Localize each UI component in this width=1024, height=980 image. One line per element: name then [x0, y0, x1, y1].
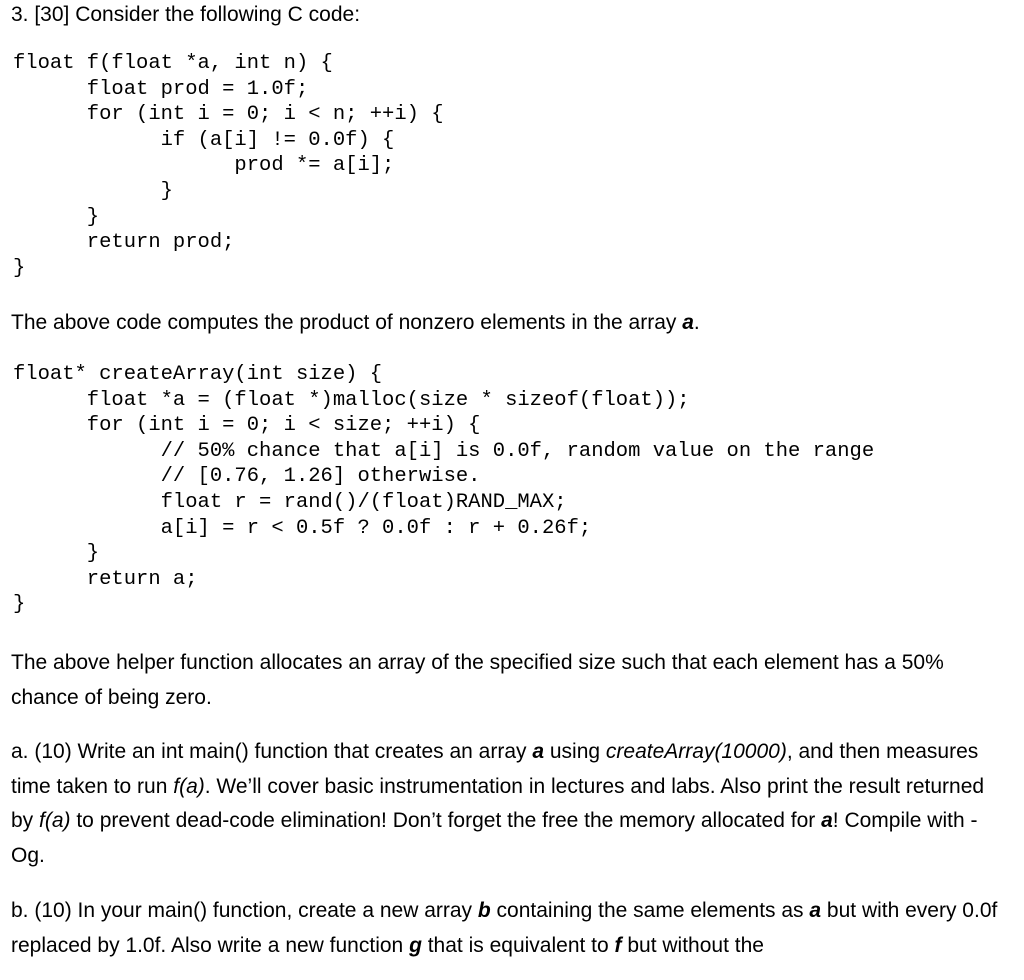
part-a-text: using	[544, 740, 606, 763]
call-create-array: createArray(10000)	[605, 740, 787, 763]
code-line: a[i] = r < 0.5f ? 0.0f : r + 0.26f;	[13, 516, 592, 540]
code-line: float f(float *a, int n) {	[13, 52, 333, 75]
description-end: .	[693, 311, 700, 334]
part-a-text: , and then measures time taken to run	[11, 740, 979, 798]
var-a: a	[682, 311, 694, 334]
part-a-text: a. (10) Write an int main() function that creates an array	[11, 740, 533, 763]
part-a-text: . We’ll cover basic instrumentation in lectures and labs. Also print the result returned by	[11, 774, 985, 832]
code-line: }	[13, 542, 100, 566]
description-text: The above code computes the product of nonzero elements in the array	[11, 311, 683, 334]
description-f	[11, 306, 1011, 341]
code-line: }	[13, 256, 26, 280]
code-line: }	[13, 179, 173, 203]
part-b-text: but without the	[621, 933, 764, 957]
func-g: g	[409, 933, 422, 957]
part-b-text: containing the same elements as	[490, 899, 810, 922]
code-line: return prod;	[13, 231, 235, 255]
var-b: b	[477, 899, 491, 922]
code-line: float *a = (float *)malloc(size * sizeof(float));	[13, 388, 690, 412]
code-line: float* createArray(int size) {	[13, 363, 383, 386]
part-b-text: that is equivalent to	[421, 933, 615, 957]
part-b	[11, 894, 1011, 963]
code-line: if (a[i] != 0.0f) {	[13, 128, 395, 152]
var-a: a	[809, 899, 822, 922]
code-line: }	[13, 205, 100, 229]
code-line: return a;	[13, 567, 198, 591]
part-a-text: to prevent dead-code elimination! Don’t forget the free the memory allocated for	[70, 809, 822, 832]
code-line: }	[13, 593, 26, 617]
code-block-f	[13, 51, 444, 281]
var-a: a	[821, 809, 833, 832]
code-line: prod *= a[i];	[13, 154, 395, 178]
code-line: float r = rand()/(float)RAND_MAX;	[13, 490, 567, 514]
part-b-text: but with every 0.0f replaced by 1.0f. Also write a new function	[11, 899, 998, 957]
call-f: f(a)	[173, 774, 205, 798]
code-line: float prod = 1.0f;	[13, 77, 309, 101]
code-block-create-array	[13, 362, 874, 618]
part-a	[11, 735, 1011, 873]
description-create-array: The above helper function allocates an array of the specified size such that each element has a 50% chance of being zero.	[11, 651, 944, 709]
part-a-text: ! Compile with -Og.	[11, 809, 978, 867]
code-line: for (int i = 0; i < size; ++i) {	[13, 414, 481, 438]
code-line: // 50% chance that a[i] is 0.0f, random value on the range	[13, 439, 875, 463]
part-b-text: b. (10) In your main() function, create a new array	[11, 899, 478, 922]
code-line: // [0.76, 1.26] otherwise.	[13, 465, 481, 489]
question-heading: 3. [30] Consider the following C code:	[11, 3, 361, 26]
call-f: f(a)	[39, 809, 71, 832]
var-a: a	[532, 740, 545, 763]
func-f: f	[614, 933, 622, 957]
code-line: for (int i = 0; i < n; ++i) {	[13, 103, 444, 127]
